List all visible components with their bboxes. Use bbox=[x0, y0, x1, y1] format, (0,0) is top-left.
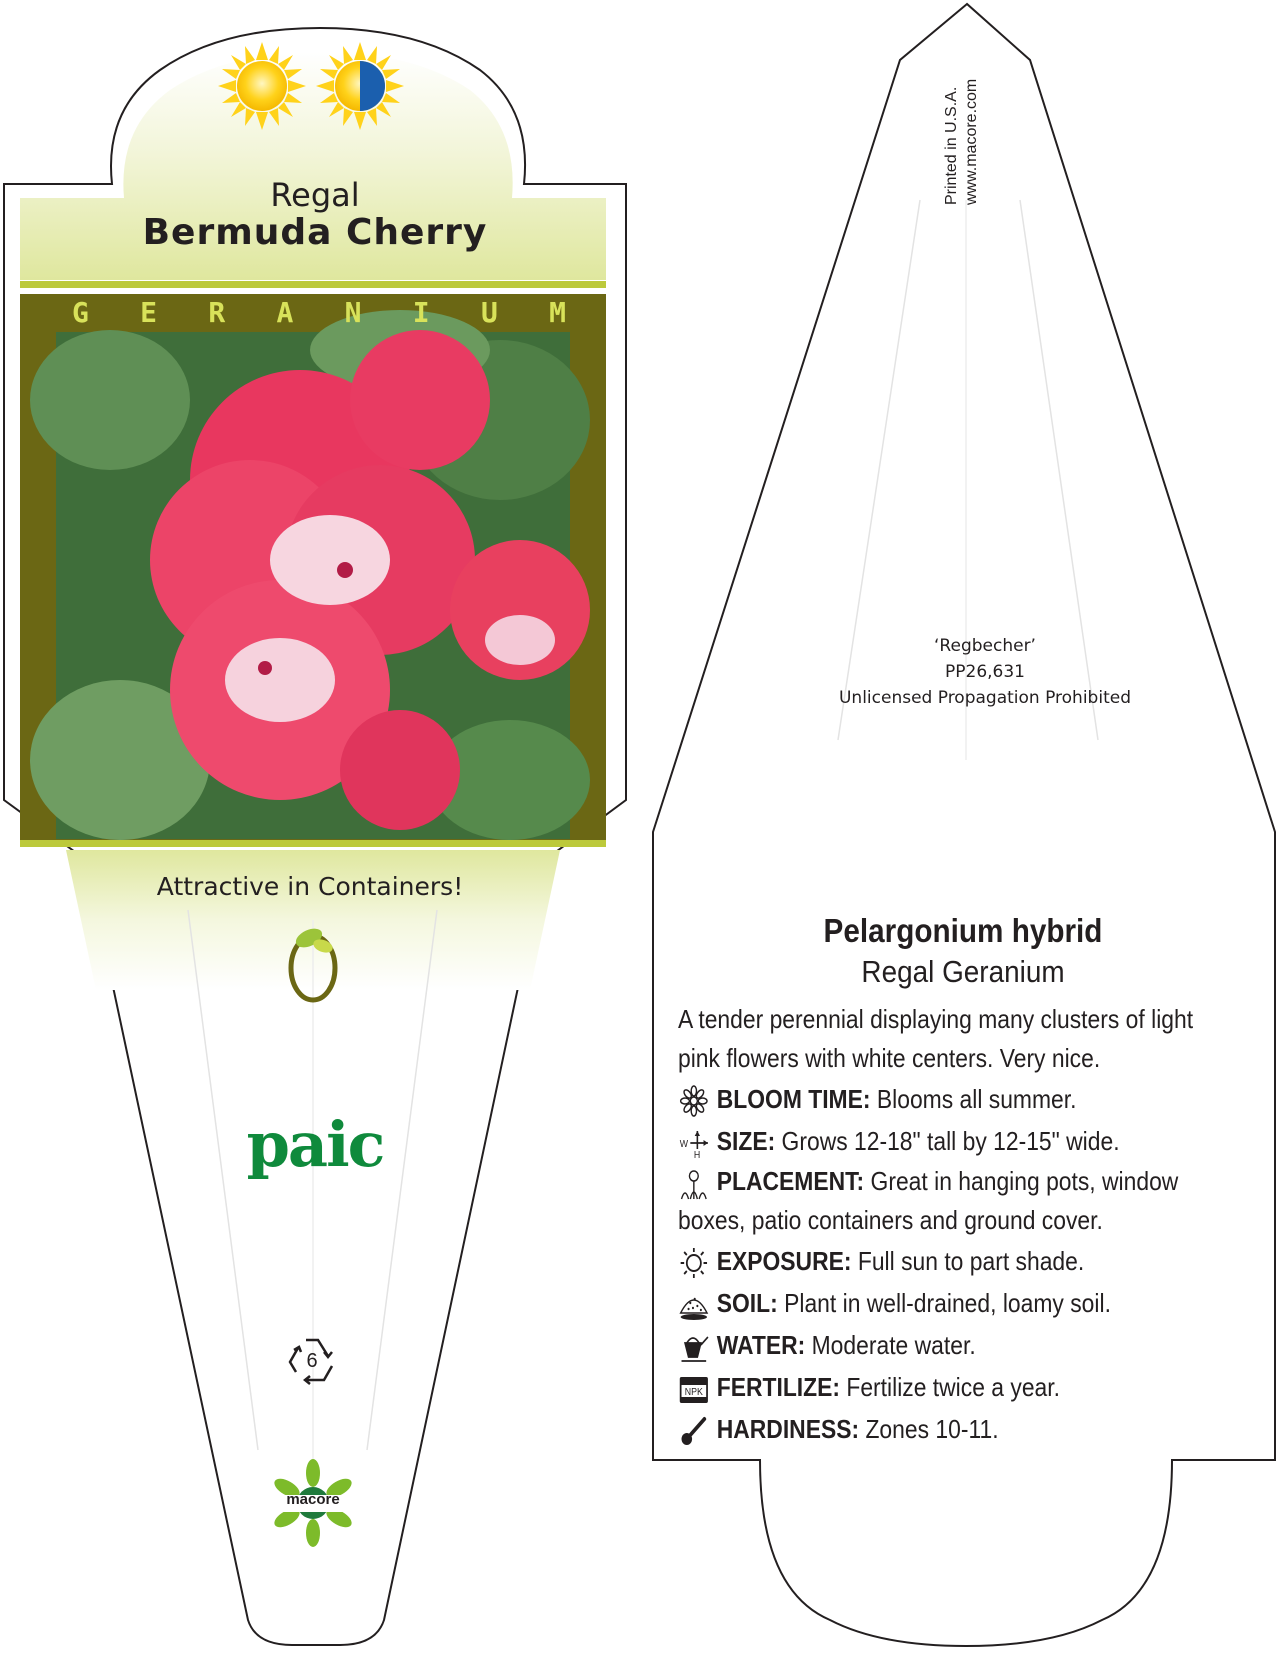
genus-letter: U bbox=[480, 296, 498, 329]
genus-letter: M bbox=[549, 296, 566, 329]
printed-in-notice bbox=[942, 79, 982, 205]
care-label: EXPOSURE: bbox=[716, 1246, 852, 1276]
care-row-placement bbox=[678, 1162, 1224, 1240]
care-row-hardiness bbox=[678, 1408, 1224, 1450]
svg-text:W: W bbox=[679, 1137, 689, 1150]
propagation-notice: Unlicensed Propagation Prohibited bbox=[838, 688, 1131, 708]
care-row-soil bbox=[678, 1282, 1224, 1324]
npk-fertilizer-icon bbox=[678, 1373, 710, 1405]
care-text: Fertilize twice a year. bbox=[840, 1372, 1060, 1402]
care-text: Blooms all summer. bbox=[870, 1084, 1077, 1114]
full-sun-icon bbox=[218, 42, 306, 130]
care-row-bloom-time bbox=[678, 1078, 1224, 1120]
scientific-name: Pelargonium hybrid bbox=[823, 912, 1103, 949]
genus-banner bbox=[28, 296, 610, 329]
care-row-exposure bbox=[678, 1240, 1224, 1282]
cultivar-name: ‘Regbecher’ bbox=[934, 636, 1036, 656]
maker-logo-text: macore bbox=[286, 1491, 340, 1508]
care-label: WATER: bbox=[716, 1330, 806, 1360]
variety-title-line2: Bermuda Cherry bbox=[142, 212, 488, 253]
genus-letter: N bbox=[344, 296, 362, 329]
care-text: Moderate water. bbox=[805, 1330, 976, 1360]
care-info bbox=[678, 912, 1238, 1450]
npk-label: NPK bbox=[684, 1385, 703, 1398]
care-row-fertilize bbox=[678, 1366, 1224, 1408]
genus-letter: G bbox=[72, 296, 89, 329]
care-label: HARDINESS: bbox=[716, 1414, 860, 1444]
thermometer-icon bbox=[678, 1415, 710, 1447]
care-label: SIZE: bbox=[716, 1126, 776, 1156]
care-row-size bbox=[678, 1120, 1224, 1162]
care-label: BLOOM TIME: bbox=[716, 1084, 871, 1114]
care-text: Zones 10-11. bbox=[859, 1414, 999, 1444]
genus-letter: I bbox=[412, 296, 430, 329]
care-text: Grows 12-18" tall by 12-15" wide. bbox=[775, 1126, 1120, 1156]
care-text: Great in hanging pots, window boxes, patio containers and ground cover. bbox=[678, 1166, 1179, 1235]
brand-logo: paic bbox=[246, 1108, 384, 1181]
genus-letter: A bbox=[276, 296, 294, 329]
variety-title-line1: Regal bbox=[270, 176, 360, 214]
recycle-code: 6 bbox=[306, 1350, 318, 1372]
care-label: PLACEMENT: bbox=[716, 1166, 865, 1196]
care-text: Full sun to part shade. bbox=[851, 1246, 1085, 1276]
care-row-water bbox=[678, 1324, 1224, 1366]
patent-block bbox=[760, 633, 1210, 711]
geranium-photo bbox=[30, 310, 590, 840]
soil-pile-icon bbox=[678, 1289, 710, 1321]
care-label: SOIL: bbox=[716, 1288, 778, 1318]
watering-can-icon bbox=[678, 1331, 710, 1363]
care-text: Plant in well-drained, loamy soil. bbox=[777, 1288, 1111, 1318]
tagline: Attractive in Containers! bbox=[156, 872, 464, 901]
flower-icon bbox=[678, 1085, 710, 1117]
printed-line: Printed in U.S.A. bbox=[943, 86, 960, 205]
genus-letter: E bbox=[140, 296, 158, 329]
care-label: FERTILIZE: bbox=[716, 1372, 841, 1402]
genus-letter: R bbox=[208, 296, 226, 329]
patent-number: PP26,631 bbox=[945, 662, 1025, 682]
common-name: Regal Geranium bbox=[861, 954, 1065, 989]
website-line: www.macore.com bbox=[963, 78, 980, 205]
size-arrows-icon bbox=[678, 1127, 710, 1159]
placement-plants-icon bbox=[678, 1169, 710, 1201]
svg-text:H: H bbox=[693, 1148, 701, 1159]
plant-description: A tender perennial displaying many clusters of light pink flowers with white centers. Very nice. bbox=[678, 1004, 1194, 1073]
sun-outline-icon bbox=[678, 1247, 710, 1279]
part-shade-icon bbox=[316, 42, 404, 130]
